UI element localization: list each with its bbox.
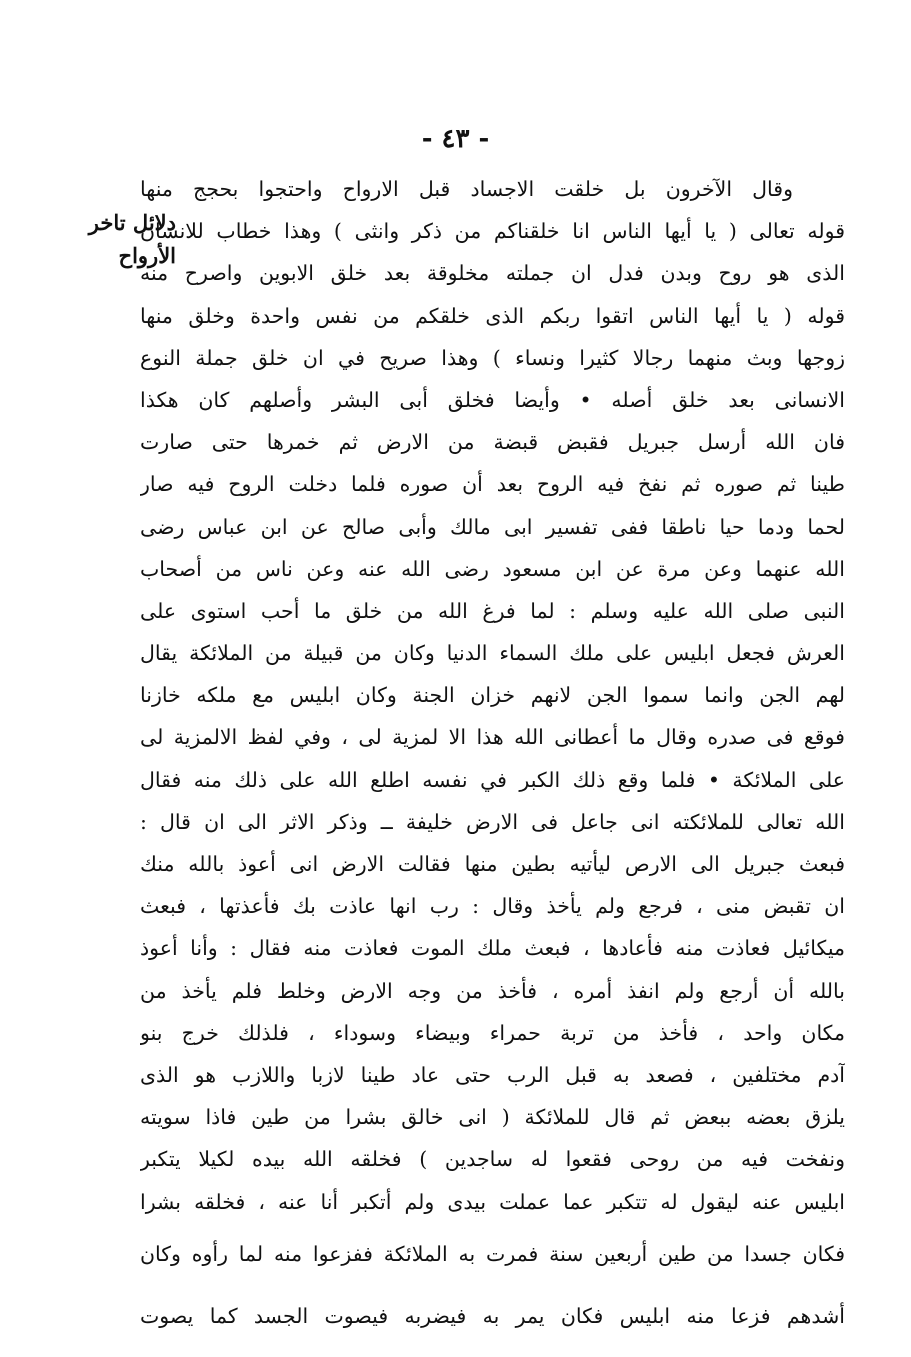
- text-line: فبعث جبريل الى الارص ليأتيه بطين منها فقالت الارض انى أعوذ بالله منك: [140, 852, 845, 876]
- text-line: بالله أن أرجع ولم انفذ أمره ، فأخذ من وجه الارض وخلط فلم يأخذ من: [140, 978, 845, 1003]
- text-line: طينا ثم صوره ثم نفخ فيه الروح بعد أن صوره فلما دخلت الروح فيه صار: [140, 472, 845, 497]
- text-line: ونفخت فيه من روحى فقعوا له ساجدين ) فخلقه الله بيده لكيلا يتكبر: [140, 1147, 845, 1172]
- text-line: لهم الجن وانما سموا الجن لانهم خزان الجنة وكان ابليس مع ملكه خازنا: [140, 683, 845, 708]
- text-line: مكان واحد ، فأخذ من تربة حمراء وبيضاء وسوداء ، فلذلك خرج بنو: [140, 1020, 845, 1045]
- text-line: فوقع فى صدره وقال ما أعطانى الله هذا الا لمزية لى ، وفي لفظ الالمزية لى: [140, 725, 845, 750]
- text-line: ميكائيل فعاذت منه فأعادها ، فبعث ملك الموت فعاذت منه فقال : وأنا أعوذ: [140, 936, 845, 961]
- text-line: الانسانى بعد خلق أصله • وأيضا فخلق أبى البشر وأصلهم كان هكذا: [140, 387, 845, 412]
- text-line: آدم مختلفين ، فصعد به قبل الرب حتى عاد طينا لازبا واللازب هو الذى: [140, 1062, 845, 1087]
- text-line: النبى صلى الله عليه وسلم : لما فرغ الله من خلق ما أحب استوى على: [140, 598, 845, 623]
- text-line: على الملائكة • فلما وقع ذلك الكبر في نفسه اطلع الله على ذلك منه فقال: [140, 767, 845, 792]
- text-line: وقال الآخرون بل خلقت الاجساد قبل الارواح واحتجوا بحجج منها: [140, 177, 793, 201]
- text-line: أشدهم فزعا منه ابليس فكان يمر به فيضربه فيصوت الجسد كما يصوت: [140, 1303, 845, 1328]
- text-line: ان تقبض منى ، فرجع ولم يأخذ وقال : رب انها عاذت بك فأعذتها ، فبعث: [140, 894, 845, 919]
- text-line: فكان جسدا من طين أربعين سنة فمرت به الملائكة ففزعوا منه لما رأوه وكان: [140, 1241, 845, 1266]
- text-line: يلزق بعضه ببعض ثم قال للملائكة ( انى خالق بشرا من طين فاذا سويته: [140, 1105, 845, 1130]
- text-line: فان الله أرسل جبريل فقبض قبضة من الارض ثم خمرها حتى صارت: [140, 430, 845, 455]
- text-line: قوله تعالى ( يا أيها الناس انا خلقناكم من ذكر وانثى ) وهذا خطاب للانسان: [140, 219, 845, 244]
- text-line: لحما ودما حيا ناطقا ففى تفسير ابى مالك وأبى صالح عن ابن عباس رضى: [140, 514, 845, 539]
- text-line: الله عنهما وعن مرة عن ابن مسعود رضى الله عنه وعن ناس من أصحاب: [140, 556, 845, 581]
- text-line: ابليس عنه ليقول له تتكبر عما عملت بيدى ولم أتكبر أنا عنه ، فخلقه بشرا: [140, 1189, 845, 1214]
- text-line: قوله ( يا أيها الناس اتقوا ربكم الذى خلقكم من نفس واحدة وخلق منها: [140, 303, 845, 328]
- text-line: العرش فجعل ابليس على ملك السماء الدنيا وكان من قبيلة من الملائكة يقال: [140, 641, 845, 666]
- main-text: [140, 168, 845, 1337]
- margin-note-line: الأرواح: [118, 243, 176, 268]
- text-line: الله تعالى للملائكته انى جاعل فى الارض خليفة ــ وذكر الاثر الى ان قال :: [140, 809, 845, 834]
- text-line: زوجها وبث منهما رجالا كثيرا ونساء ) وهذا صريح في ان خلق جملة النوع: [140, 345, 845, 370]
- text-line: الذى هو روح وبدن فدل ان جملته مخلوقة بعد خلق الابوين واصرح منه: [140, 261, 845, 286]
- page-number: - ٤٣ -: [421, 124, 490, 154]
- margin-note-line: دلائل تاخر: [88, 210, 176, 235]
